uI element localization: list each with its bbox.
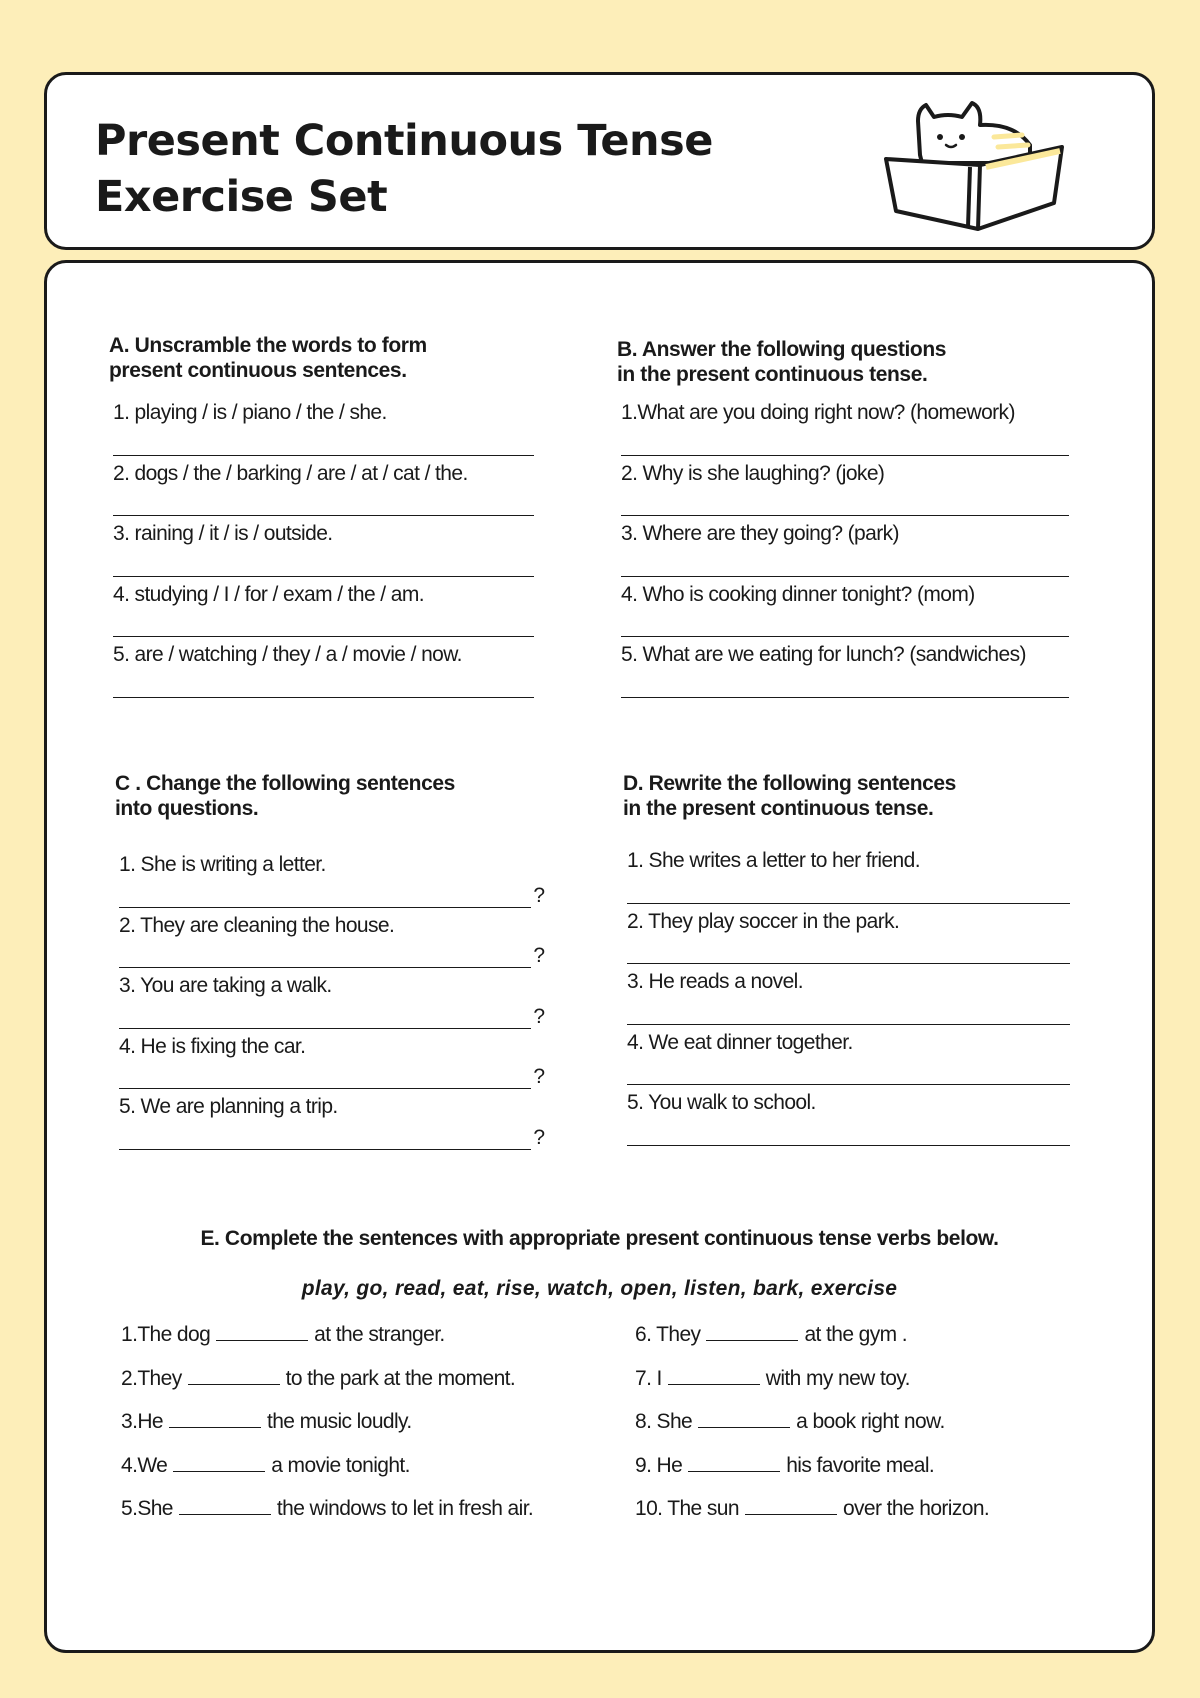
fill-in-item: 6. They at the gym . [635,1323,907,1346]
blank-line[interactable] [706,1324,798,1341]
list-item: 1. She is writing a letter. ? [119,853,545,907]
answer-line[interactable] [621,697,1069,698]
fill-in-item: 10. The sun over the horizon. [635,1497,990,1520]
word-bank: play, go, read, eat, rise, watch, open, listen, bark, exercise [301,1277,898,1300]
section-a-heading: A. Unscramble the words to form present continuous sentences. [109,334,427,382]
blank-line[interactable] [668,1368,760,1385]
fill-in-item: 4.We a movie tonight. [121,1453,410,1477]
section-e-right-column [635,1323,989,1541]
fill-in-item: 8. She a book right now. [635,1410,945,1433]
blank-line[interactable] [188,1368,280,1385]
list-item: 1. She writes a letter to her friend. [623,843,1070,904]
list-item: 2. dogs / the / barking / are / at / cat / the. [109,456,534,517]
fill-in-item: 1.The dog at the stranger. [121,1323,445,1346]
exercise-card [44,260,1155,1653]
section-b [617,337,1069,698]
header-card [44,72,1155,250]
list-item: 5. You walk to school. [623,1085,1070,1146]
list-item: 5. We are planning a trip. ? [119,1095,545,1149]
answer-line[interactable] [627,1145,1070,1146]
blank-line[interactable] [216,1324,308,1341]
title-line-1: Present Continuous Tense [95,116,713,166]
answer-line[interactable] [113,697,534,698]
list-item: 2. They play soccer in the park. [623,904,1070,965]
list-item: 5. are / watching / they / a / movie / now. [109,637,534,698]
fill-in-item: 3.He the music loudly. [121,1410,412,1433]
section-e-heading: E. Complete the sentences with appropriate present continuous tense verbs below. [200,1227,999,1250]
list-item: 5. What are we eating for lunch? (sandwiches) [617,637,1069,698]
title-line-2: Exercise Set [95,172,388,222]
blank-line[interactable] [169,1411,261,1428]
fill-in-item: 7. I with my new toy. [635,1366,910,1390]
list-item: 4. We eat dinner together. [623,1025,1070,1086]
blank-line[interactable] [688,1455,780,1472]
fill-in-item: 2.They to the park at the moment. [121,1366,516,1390]
list-item: 4. He is fixing the car. ? [119,1034,545,1088]
blank-line[interactable] [698,1411,790,1428]
section-c-heading: C . Change the following sentences into questions. [115,772,455,820]
list-item: 3. You are taking a walk. ? [119,974,545,1028]
list-item: 3. raining / it / is / outside. [109,516,534,577]
list-item: 4. Who is cooking dinner tonight? (mom) [617,577,1069,638]
blank-line[interactable] [179,1498,271,1515]
section-e-left-column [121,1323,533,1541]
section-d-heading: D. Rewrite the following sentences in the present continuous tense. [623,772,956,820]
page-title [95,113,713,225]
section-c [115,771,545,1150]
blank-line[interactable] [745,1498,837,1515]
section-d [623,771,1070,1146]
list-item: 1. playing / is / piano / the / she. [109,395,534,456]
section-b-heading: B. Answer the following questions in the present continuous tense. [617,338,947,386]
list-item: 3. He reads a novel. [623,964,1070,1025]
fill-in-item: 5.She the windows to let in fresh air. [121,1497,534,1520]
list-item: 2. Why is she laughing? (joke) [617,456,1069,517]
list-item: 1.What are you doing right now? (homework) [617,395,1069,456]
blank-line[interactable] [173,1455,265,1472]
cat-reading-book-icon [882,93,1077,243]
fill-in-item: 9. He his favorite meal. [635,1453,935,1477]
list-item: 4. studying / I / for / exam / the / am. [109,577,534,638]
list-item: 2. They are cleaning the house. ? [119,913,545,967]
list-item: 3. Where are they going? (park) [617,516,1069,577]
answer-line[interactable] [119,1149,531,1150]
section-a [109,333,534,698]
